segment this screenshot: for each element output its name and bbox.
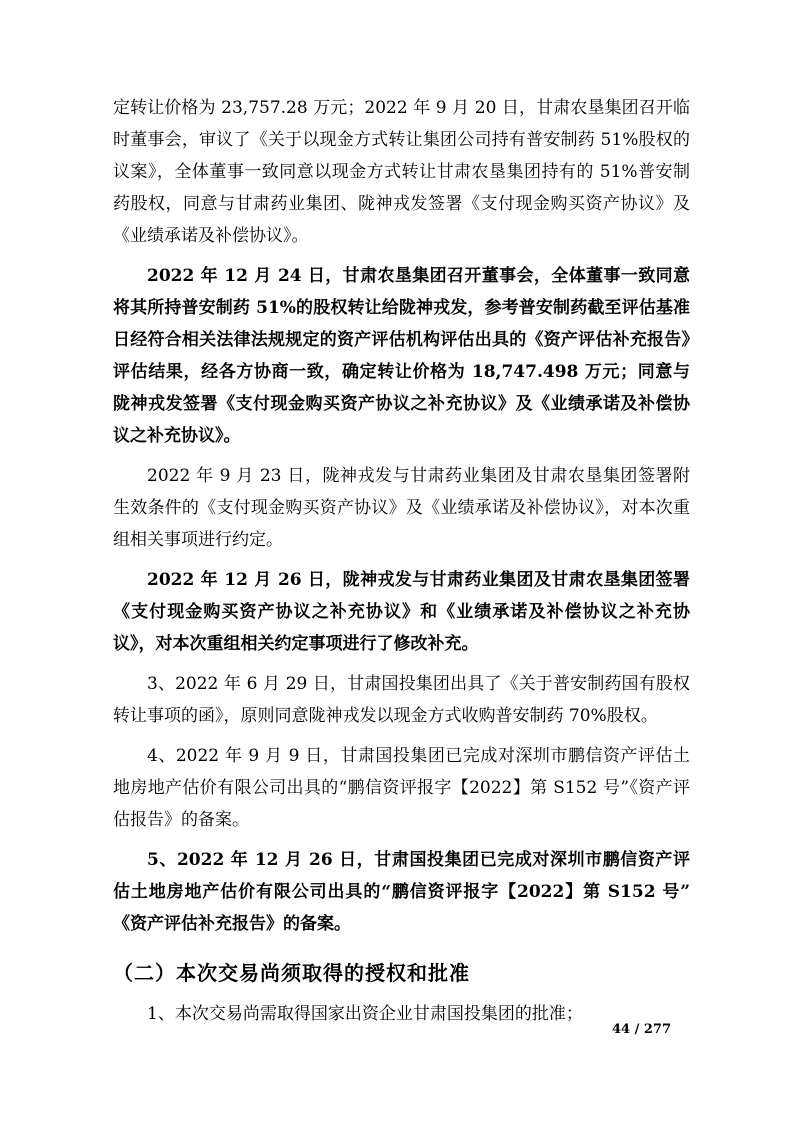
page-number: 44 / 277 [611,1022,671,1037]
body-paragraph-emphasis: 2022 年 12 月 24 日，甘肃农垦集团召开董事会，全体董事一致同意将其所持普安制药 51%的股权转让给陇神戎发，参考普安制药截至评估基准日经符合相关法律法规规定的资产评估机构评估出具的《资产评估补充报告》评估结果，经各方协商一致，确定转让价格为 18,747.498 万元；同意与陇神戎发签署《支付现金购买资产协议之补充协议》及《业绩承诺及补偿协议之补充协议》。 [113,266,690,446]
body-paragraph-item-5-emphasis: 5、2022 年 12 月 26 日，甘肃国投集团已完成对深圳市鹏信资产评估土地房地产估价有限公司出具的“鹏信资评报字【2022】第 S152 号” 《资产评估补充报告》的备案。 [113,850,690,934]
body-paragraph-item-4: 4、2022 年 9 月 9 日，甘肃国投集团已完成对深圳市鹏信资产评估土地房地产估价有限公司出具的“鹏信资评报字【2022】第 S152 号”《资产评估报告》的备案。 [113,746,690,830]
body-paragraph-item-1: 1、本次交易尚需取得国家出资企业甘肃国投集团的批准； [147,1004,583,1024]
body-paragraph-emphasis: 2022 年 12 月 26 日，陇神戎发与甘肃药业集团及甘肃农垦集团签署《支付现金购买资产协议之补充协议》和《业绩承诺及补偿协议之补充协议》，对本次重组相关约定事项进行了修改补充。 [113,570,690,654]
body-paragraph: 2022 年 9 月 23 日，陇神戎发与甘肃药业集团及甘肃农垦集团签署附生效条件的《支付现金购买资产协议》及《业绩承诺及补偿协议》，对本次重组相关事项进行约定。 [113,466,690,550]
section-heading: （二）本次交易尚须取得的授权和批准 [113,963,470,985]
body-paragraph: 定转让价格为 23,757.28 万元；2022 年 9 月 20 日，甘肃农垦集团召开临时董事会，审议了《关于以现金方式转让集团公司持有普安制药 51%股权的议案》，全体董事一致同意以现金方式转让甘肃农垦集团持有的 51%普安制药股权，同意与甘肃药业集团、陇神戎发签署《支付现金购买资产协议》及《业绩承诺及补偿协议》。 [113,98,690,246]
body-paragraph-item-3: 3、2022 年 6 月 29 日，甘肃国投集团出具了《关于普安制药国有股权转让事项的函》，原则同意陇神戎发以现金方式收购普安制药 70%股权。 [113,674,690,726]
